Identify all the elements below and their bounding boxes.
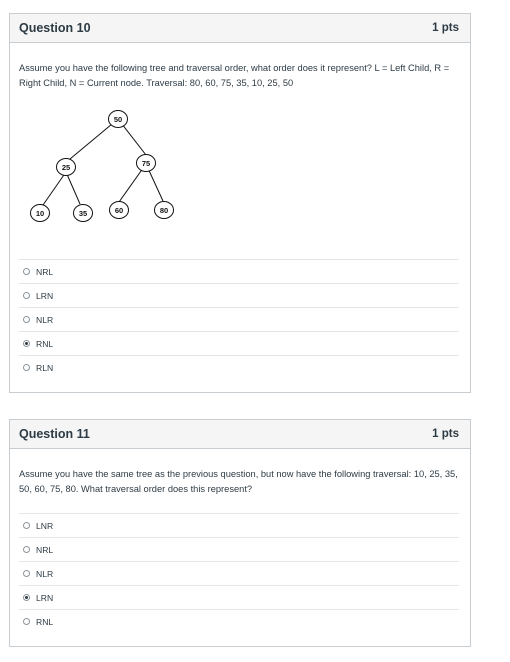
tree-edge [43,172,66,205]
tree-node-label: 35 [78,209,88,218]
answer-option-nrl[interactable] [19,259,459,283]
answer-label: NRL [36,544,54,555]
tree-node-50 [109,111,128,128]
answer-options [19,259,459,379]
tree-node-label: 80 [159,206,169,215]
binary-tree-diagram [10,14,470,254]
tree-node-25 [57,159,76,176]
radio-button[interactable] [23,618,30,625]
radio-button[interactable] [23,570,30,577]
tree-node-label: 25 [61,163,71,172]
answer-option-nlr[interactable] [19,307,459,331]
answer-option-nrl[interactable] [19,537,459,561]
tree-edge [66,172,80,204]
answer-option-rnl[interactable] [19,331,459,355]
radio-button[interactable] [23,522,30,529]
answer-label: LRN [36,290,54,301]
answer-label: RNL [36,616,54,627]
question-points: 1 pts [432,428,459,440]
question-title: Question 11 [19,427,90,441]
answer-option-rln[interactable] [19,355,459,379]
tree-node-label: 10 [35,209,45,218]
radio-button[interactable] [23,316,30,323]
question-10-card [9,13,471,393]
answer-label: LNR [36,520,54,531]
tree-node-75 [137,155,156,172]
answer-option-nlr[interactable] [19,561,459,585]
question-text: Assume you have the following tree and traversal order, what order does it represent? L = Left Child, R = Right Child, N = Current node. Traversal: 80, 60, 75, 35, 10, 25, 50 [19,63,450,88]
tree-node-10 [31,205,50,222]
question-text: Assume you have the same tree as the previous question, but now have the following traversal: 10, 25, 35, 50, 60, 75, 80. What traversal order does this represent? [19,469,458,494]
answer-option-lnr[interactable] [19,513,459,537]
answer-options [19,513,459,633]
tree-node-60 [110,202,129,219]
question-points: 1 pts [432,22,459,34]
answer-option-lrn[interactable] [19,283,459,307]
answer-option-rnl[interactable] [19,609,459,633]
answer-label: RNL [36,338,54,349]
tree-node-label: 50 [113,115,123,124]
radio-button[interactable] [23,364,30,371]
question-11-card [9,419,471,647]
radio-button[interactable] [23,546,30,553]
answer-label: NLR [36,314,54,325]
radio-button[interactable] [23,268,30,275]
answer-label: NLR [36,568,54,579]
tree-node-label: 60 [114,206,124,215]
tree-node-35 [74,205,93,222]
tree-node-80 [155,202,174,219]
radio-button[interactable] [23,594,30,601]
answer-label: NRL [36,266,54,277]
answer-label: LRN [36,592,54,603]
tree-node-label: 75 [141,159,151,168]
radio-button[interactable] [23,340,30,347]
question-header [10,420,470,449]
radio-button[interactable] [23,292,30,299]
answer-label: RLN [36,362,54,373]
answer-option-lrn[interactable] [19,585,459,609]
question-title: Question 10 [19,21,91,35]
